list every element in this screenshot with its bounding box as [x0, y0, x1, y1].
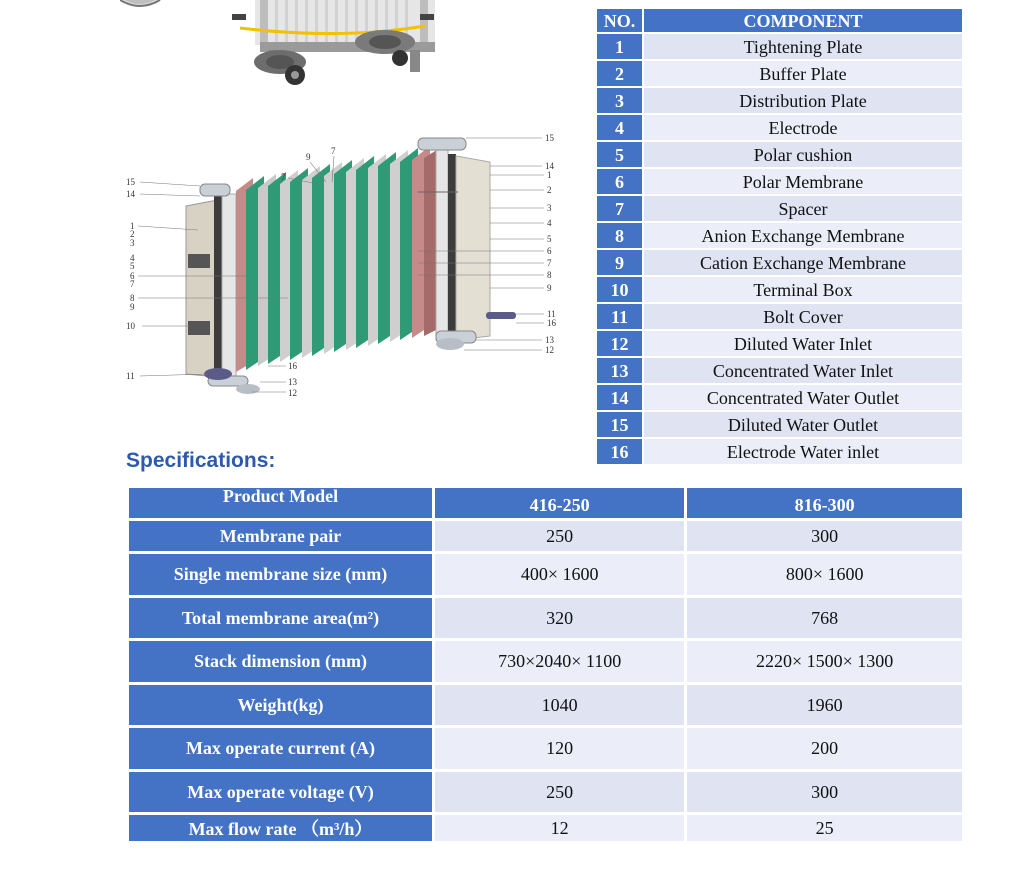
svg-text:4: 4 — [547, 218, 552, 228]
spec-row — [129, 641, 962, 685]
specifications-table — [129, 488, 962, 844]
spec-value-a: 120 — [435, 728, 687, 772]
spec-label: Max flow rate （m³/h） — [129, 815, 435, 844]
component-name: Concentrated Water Inlet — [644, 358, 962, 385]
svg-text:1: 1 — [547, 170, 552, 180]
spec-label: Total membrane area(m²) — [129, 598, 435, 641]
component-name: Spacer — [644, 196, 962, 223]
component-name: Polar Membrane — [644, 169, 962, 196]
component-name: Polar cushion — [644, 142, 962, 169]
svg-text:5: 5 — [547, 234, 552, 244]
svg-text:16: 16 — [547, 318, 556, 328]
model-b-header: 816-300 — [687, 488, 962, 521]
component-row — [597, 250, 962, 277]
component-row — [597, 88, 962, 115]
svg-text:1: 1 — [130, 221, 135, 231]
header-no: NO. — [597, 9, 644, 34]
spec-row — [129, 815, 962, 844]
spec-row — [129, 598, 962, 641]
component-name: Anion Exchange Membrane — [644, 223, 962, 250]
component-row — [597, 223, 962, 250]
product-photo — [120, 0, 450, 100]
membrane-stack — [236, 146, 440, 372]
component-name: Buffer Plate — [644, 61, 962, 88]
svg-text:11: 11 — [547, 309, 556, 319]
svg-text:2: 2 — [130, 229, 135, 239]
svg-text:13: 13 — [288, 377, 297, 387]
component-row — [597, 358, 962, 385]
component-number: 9 — [597, 250, 644, 277]
svg-text:8: 8 — [547, 270, 552, 280]
svg-text:12: 12 — [545, 345, 554, 355]
svg-text:15: 15 — [126, 177, 135, 187]
component-name: Electrode Water inlet — [644, 439, 962, 466]
component-number: 13 — [597, 358, 644, 385]
component-row — [597, 142, 962, 169]
svg-text:10: 10 — [126, 321, 135, 331]
svg-text:4: 4 — [130, 253, 135, 263]
stack-exploded-diagram — [118, 126, 570, 416]
svg-text:12: 12 — [288, 388, 297, 398]
spec-value-b: 200 — [687, 728, 962, 772]
svg-text:9: 9 — [306, 152, 311, 162]
component-name: Electrode — [644, 115, 962, 142]
spec-value-b: 768 — [687, 598, 962, 641]
component-number: 1 — [597, 34, 644, 61]
svg-text:15: 15 — [545, 133, 554, 143]
component-row — [597, 115, 962, 142]
spec-label: Max operate voltage (V) — [129, 772, 435, 815]
component-row — [597, 277, 962, 304]
component-number: 4 — [597, 115, 644, 142]
svg-text:3: 3 — [130, 238, 135, 248]
spec-value-a: 400× 1600 — [435, 554, 687, 598]
spec-label: Stack dimension (mm) — [129, 641, 435, 685]
svg-text:11: 11 — [126, 371, 135, 381]
product-model-label: Product Model — [129, 488, 435, 521]
spec-label: Single membrane size (mm) — [129, 554, 435, 598]
svg-text:6: 6 — [130, 271, 135, 281]
spec-row — [129, 728, 962, 772]
component-number: 8 — [597, 223, 644, 250]
spec-value-b: 1960 — [687, 685, 962, 728]
svg-text:7: 7 — [331, 146, 336, 156]
component-number: 3 — [597, 88, 644, 115]
spec-value-b: 800× 1600 — [687, 554, 962, 598]
component-number: 7 — [597, 196, 644, 223]
component-row — [597, 439, 962, 466]
component-row — [597, 304, 962, 331]
svg-text:5: 5 — [130, 261, 135, 271]
component-name: Terminal Box — [644, 277, 962, 304]
spec-value-a: 1040 — [435, 685, 687, 728]
svg-text:9: 9 — [547, 283, 552, 293]
spec-row — [129, 554, 962, 598]
spec-row — [129, 685, 962, 728]
component-row — [597, 196, 962, 223]
component-table-header — [597, 9, 962, 34]
component-number: 11 — [597, 304, 644, 331]
specifications-heading: Specifications: — [126, 449, 276, 472]
svg-text:14: 14 — [126, 189, 135, 199]
diagram-callouts-bottom — [252, 361, 298, 398]
component-number: 10 — [597, 277, 644, 304]
spec-label: Weight(kg) — [129, 685, 435, 728]
spec-row — [129, 772, 962, 815]
component-number: 12 — [597, 331, 644, 358]
spec-value-a: 730×2040× 1100 — [435, 641, 687, 685]
svg-text:9: 9 — [130, 302, 135, 312]
model-a-header: 416-250 — [435, 488, 687, 521]
component-number: 2 — [597, 61, 644, 88]
component-name: Concentrated Water Outlet — [644, 385, 962, 412]
component-name: Distribution Plate — [644, 88, 962, 115]
spec-row — [129, 521, 962, 554]
component-row — [597, 34, 962, 61]
spec-value-a: 250 — [435, 772, 687, 815]
svg-text:14: 14 — [545, 161, 554, 171]
component-name: Tightening Plate — [644, 34, 962, 61]
component-number: 16 — [597, 439, 644, 466]
component-row — [597, 331, 962, 358]
spec-value-a: 12 — [435, 815, 687, 844]
spec-value-b: 25 — [687, 815, 962, 844]
svg-text:7: 7 — [547, 258, 552, 268]
svg-text:7: 7 — [130, 279, 135, 289]
spec-value-b: 300 — [687, 521, 962, 554]
header-component: COMPONENT — [644, 9, 962, 34]
svg-text:16: 16 — [288, 361, 297, 371]
svg-text:7: 7 — [281, 172, 286, 182]
svg-text:3: 3 — [547, 203, 552, 213]
spec-value-a: 320 — [435, 598, 687, 641]
spec-label: Membrane pair — [129, 521, 435, 554]
component-number: 5 — [597, 142, 644, 169]
component-number: 6 — [597, 169, 644, 196]
component-name: Diluted Water Inlet — [644, 331, 962, 358]
component-name: Cation Exchange Membrane — [644, 250, 962, 277]
svg-text:2: 2 — [547, 185, 552, 195]
component-name: Bolt Cover — [644, 304, 962, 331]
spec-label: Max operate current (A) — [129, 728, 435, 772]
component-row — [597, 412, 962, 439]
svg-text:8: 8 — [130, 293, 135, 303]
spec-header-row — [129, 488, 962, 521]
spec-value-b: 2220× 1500× 1300 — [687, 641, 962, 685]
component-table — [597, 9, 962, 466]
svg-text:6: 6 — [547, 246, 552, 256]
component-number: 15 — [597, 412, 644, 439]
component-row — [597, 61, 962, 88]
component-name: Diluted Water Outlet — [644, 412, 962, 439]
component-row — [597, 385, 962, 412]
component-row — [597, 169, 962, 196]
spec-value-a: 250 — [435, 521, 687, 554]
spec-value-b: 300 — [687, 772, 962, 815]
component-number: 14 — [597, 385, 644, 412]
svg-text:13: 13 — [545, 335, 554, 345]
